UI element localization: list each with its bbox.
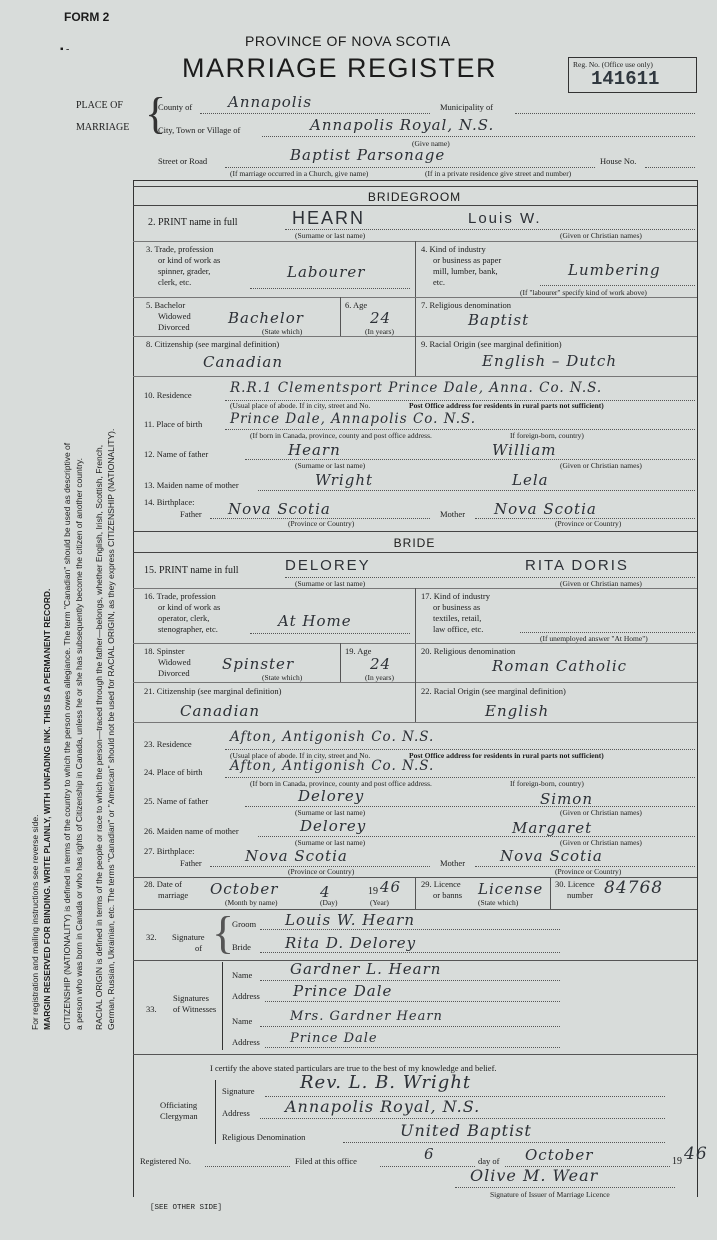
place-brace: { — [145, 89, 167, 138]
bride-mother-given: Margaret — [512, 819, 593, 837]
groom-trade-label-4: clerk, etc. — [158, 277, 192, 287]
groom-mother-surname: Wright — [315, 471, 374, 489]
bridegroom-heading: BRIDEGROOM — [367, 190, 462, 204]
bride-status-value: Spinster — [222, 655, 295, 673]
groom-mother-label: 13. Maiden name of mother — [144, 480, 239, 490]
officiating-label: Officiating — [160, 1100, 198, 1110]
groom-industry-label-4: etc. — [433, 277, 446, 287]
filed-day-of: day of — [478, 1156, 500, 1166]
marriage-month: October — [210, 880, 279, 898]
filed-month: October — [525, 1146, 594, 1164]
groom-signature: Louis W. Hearn — [285, 911, 415, 929]
marriage-date-label-2: marriage — [158, 890, 189, 900]
registered-label: Registered No. — [140, 1156, 191, 1166]
city-label: City, Town or Village of — [158, 125, 241, 135]
witness1-address: Prince Dale — [293, 982, 393, 1000]
bride-sig-label: Bride — [232, 942, 251, 952]
bride-surname: DELOREY — [285, 557, 371, 574]
groom-trade-value: Labourer — [287, 263, 366, 281]
page-title: MARRIAGE REGISTER — [182, 53, 498, 83]
groom-religion-label: 7. Religious denomination — [421, 300, 511, 310]
bride-industry-label-3: textiles, retail, — [433, 613, 482, 623]
bride-citizenship-value: Canadian — [180, 702, 261, 720]
bride-mother-surname: Delorey — [300, 817, 367, 835]
w1-address-label: Address — [232, 991, 260, 1001]
margin-instructions: For registration and mailing instructions see reverse side. — [30, 814, 40, 1030]
licence-type-label-2: or banns — [433, 890, 463, 900]
groom-mother-prov-caption: (Province or Country) — [555, 519, 622, 528]
bride-industry-label-4: law office, etc. — [433, 624, 484, 634]
groom-father-surname-caption: (Surname or last name) — [295, 461, 366, 470]
w2-name-label: Name — [232, 1016, 253, 1026]
groom-racial-label: 9. Racial Origin (see marginal definition) — [421, 339, 562, 349]
bride-age-value: 24 — [370, 655, 392, 673]
groom-surname: HEARN — [292, 208, 366, 228]
groom-industry-label-3: mill, lumber, bank, — [433, 266, 498, 276]
bride-residence-caption: (Usual place of abode. If in city, street and No. — [230, 751, 371, 760]
bride-trade-label: 16. Trade, profession — [144, 591, 216, 601]
groom-given: Louis W. — [468, 210, 542, 227]
bride-birthplace-caption-2: If foreign-born, country) — [510, 779, 584, 788]
bride-father-prov-caption: (Province or Country) — [288, 867, 355, 876]
bride-mother-given-caption: (Given or Christian names) — [560, 838, 642, 847]
bride-name-label: 15. PRINT name in full — [144, 565, 239, 576]
marriage-day: 4 — [320, 883, 331, 901]
groom-state-which: (State which) — [262, 327, 303, 336]
private-note: (If in a private residence give street and number) — [425, 169, 572, 178]
reg-no-box — [568, 57, 697, 93]
licence-type-value: License — [478, 880, 544, 898]
w1-name-label: Name — [232, 970, 253, 980]
groom-trade-label-3: spinner, grader, — [158, 266, 211, 276]
certify-statement: I certify the above stated particulars are true to the best of my knowledge and belief. — [210, 1063, 497, 1073]
issuer-signature: Olive M. Wear — [470, 1166, 599, 1185]
municipality-label: Municipality of — [440, 102, 494, 112]
groom-father-given-caption: (Given or Christian names) — [560, 461, 642, 470]
bride-religion-value: Roman Catholic — [492, 657, 628, 675]
marriage-year-prefix: 19 — [368, 886, 378, 897]
groom-sig-label: Groom — [232, 919, 257, 929]
margin-citizenship-def-1: CITIZENSHIP (NATIONALITY) is defined in terms of the country to which the person owes allegiance. The term "Canadian" should be used as descriptive of — [62, 442, 72, 1030]
groom-industry-label-2: or business as paper — [433, 255, 502, 265]
bride-residence-caption-2: Post Office address for residents in rural parts not sufficient) — [409, 751, 604, 760]
licence-state-which: (State which) — [478, 898, 519, 907]
bride-birthplace-mother-label: Mother — [440, 858, 466, 868]
groom-racial-value: English – Dutch — [482, 352, 617, 370]
groom-trade-label: 3. Trade, profession — [146, 244, 214, 254]
margin-racial-def-2: German, Russian, Ukrainian, etc. The terms "Canadian" or "American" should not be used for RACIAL ORIGIN, as they express CITIZENSHIP (NATIONALITY). — [106, 428, 116, 1030]
sig-33-num: 33. — [146, 1004, 157, 1014]
street-value: Baptist Parsonage — [290, 146, 446, 164]
bride-birthplace-father-label: Father — [180, 858, 202, 868]
groom-residence-label: 10. Residence — [144, 390, 192, 400]
sig-32-num: 32. — [146, 932, 157, 942]
bride-industry-caption: (If unemployed answer "At Home") — [540, 634, 648, 643]
bride-mother-prov-caption: (Province or Country) — [555, 867, 622, 876]
groom-father-label: 12. Name of father — [144, 449, 209, 459]
bride-mother-birthplace: Nova Scotia — [500, 847, 603, 865]
groom-birthplace-caption-2: If foreign-born, country) — [510, 431, 584, 440]
witness-label: Signatures — [173, 993, 209, 1003]
groom-birthplace-value: Prince Dale, Annapolis Co. N.S. — [230, 411, 477, 427]
filed-year-prefix: 19 — [672, 1156, 682, 1167]
clergy-sig-label: Signature — [222, 1086, 255, 1096]
reg-no-stamp: 141611 — [591, 68, 660, 90]
bride-citizenship-label: 21. Citizenship (see marginal definition) — [144, 686, 282, 696]
groom-industry-label: 4. Kind of industry — [421, 244, 486, 254]
witness-label-2: of Witnesses — [173, 1004, 217, 1014]
margin-racial-def-1: RACIAL ORIGIN is defined in terms of the people or race to which the person—traced through the father—belongs, whether English, Irish, Scottish, French, — [94, 444, 104, 1030]
marriage-year: 46 — [380, 878, 402, 896]
groom-industry-value: Lumbering — [568, 261, 661, 279]
clergy-address-label: Address — [222, 1108, 250, 1118]
bride-birthplace-caption: (If born in Canada, province, county and post office address. — [250, 779, 432, 788]
county-label: County of — [158, 102, 193, 112]
groom-citizenship-value: Canadian — [203, 353, 284, 371]
bride-birthplace-label: 24. Place of birth — [144, 767, 203, 777]
sig-32-label-2: of — [195, 943, 203, 953]
sig-32-brace: { — [212, 907, 235, 958]
witness1-name: Gardner L. Hearn — [290, 960, 442, 978]
groom-status-label-2: Widowed — [158, 311, 191, 321]
bride-surname-caption: (Surname or last name) — [295, 579, 366, 588]
bride-trade-label-2: or kind of work as — [158, 602, 221, 612]
form-number: FORM 2 — [64, 10, 110, 24]
clergy-religion-label: Religious Denomination — [222, 1132, 306, 1142]
groom-mother-given: Lela — [512, 471, 549, 489]
groom-birthplaces-label: 14. Birthplace: — [144, 497, 195, 507]
issuer-caption: Signature of Issuer of Marriage Licence — [490, 1190, 610, 1199]
year-caption: (Year) — [370, 898, 389, 907]
bride-trade-label-3: operator, clerk, — [158, 613, 210, 623]
groom-status-value: Bachelor — [228, 309, 304, 327]
bride-father-surname-caption: (Surname or last name) — [295, 808, 366, 817]
give-name-caption: (Give name) — [412, 139, 450, 148]
w2-address-label: Address — [232, 1037, 260, 1047]
bride-given-caption: (Given or Christian names) — [560, 579, 642, 588]
groom-status-label: 5. Bachelor — [146, 300, 186, 310]
groom-residence-caption: (Usual place of abode. If in city, street and No. — [230, 401, 371, 410]
groom-birthplace-label: 11. Place of birth — [144, 419, 203, 429]
licence-number-label-2: number — [567, 890, 593, 900]
groom-residence-value: R.R.1 Clementsport Prince Dale, Anna. Co. N.S. — [230, 380, 603, 396]
filed-year: 46 — [684, 1144, 708, 1164]
groom-given-caption: (Given or Christian names) — [560, 231, 642, 240]
groom-citizenship-label: 8. Citizenship (see marginal definition) — [146, 339, 280, 349]
groom-industry-caption: (If "labourer" specify kind of work above) — [520, 288, 647, 297]
groom-age-label: 6. Age — [345, 300, 368, 310]
bride-father-surname: Delorey — [298, 787, 365, 805]
bride-religion-label: 20. Religious denomination — [421, 646, 516, 656]
groom-mother-birthplace: Nova Scotia — [494, 500, 597, 518]
bride-father-given: Simon — [540, 790, 593, 808]
county-value: Annapolis — [228, 93, 313, 111]
groom-age-value: 24 — [370, 309, 392, 327]
margin-binding-note: MARGIN RESERVED FOR BINDING. WRITE PLAINLY, WITH UNFADING INK. THIS IS A PERMANENT RECORD. — [42, 588, 52, 1030]
groom-trade-label-2: or kind of work as — [158, 255, 221, 265]
street-label: Street or Road — [158, 156, 208, 166]
bride-signature: Rita D. Delorey — [285, 934, 417, 952]
groom-father-surname: Hearn — [288, 441, 341, 459]
place-label-2: MARRIAGE — [76, 122, 130, 133]
clergy-religion: United Baptist — [400, 1121, 532, 1140]
licence-type-label: 29. Licence — [421, 879, 461, 889]
bride-father-given-caption: (Given or Christian names) — [560, 808, 642, 817]
margin-dash-marks: ▪ - — [60, 44, 70, 55]
groom-surname-caption: (Surname or last name) — [295, 231, 366, 240]
church-note: (If marriage occurred in a Church, give name) — [230, 169, 369, 178]
bride-age-label: 19. Age — [345, 646, 372, 656]
marriage-date-label: 28. Date of — [144, 879, 183, 889]
witness2-name: Mrs. Gardner Hearn — [290, 1009, 443, 1024]
house-label: House No. — [600, 156, 637, 166]
groom-birthplace-caption: (If born in Canada, province, county and post office address. — [250, 431, 432, 440]
groom-status-label-3: Divorced — [158, 322, 190, 332]
bride-industry-label: 17. Kind of industry — [421, 591, 490, 601]
province-heading: PROVINCE OF NOVA SCOTIA — [245, 33, 451, 49]
groom-father-birthplace: Nova Scotia — [228, 500, 331, 518]
groom-name-label: 2. PRINT name in full — [148, 217, 238, 228]
bride-mother-surname-caption: (Surname or last name) — [295, 838, 366, 847]
groom-religion-value: Baptist — [468, 311, 530, 329]
groom-birthplace-father-label: Father — [180, 509, 202, 519]
bride-mother-label: 26. Maiden name of mother — [144, 826, 239, 836]
clergy-address: Annapolis Royal, N.S. — [285, 1097, 481, 1116]
bride-birthplaces-label: 27. Birthplace: — [144, 846, 195, 856]
day-caption: (Day) — [320, 898, 338, 907]
see-other-side: [SEE OTHER SIDE] — [150, 1204, 223, 1212]
bride-racial-value: English — [485, 702, 550, 720]
bride-state-which: (State which) — [262, 673, 303, 682]
bride-heading: BRIDE — [393, 536, 436, 550]
bride-racial-label: 22. Racial Origin (see marginal definition) — [421, 686, 566, 696]
clergy-signature: Rev. L. B. Wright — [300, 1072, 472, 1093]
witness2-address: Prince Dale — [290, 1031, 378, 1046]
place-label-1: PLACE OF — [76, 100, 123, 111]
groom-birthplace-mother-label: Mother — [440, 509, 466, 519]
groom-in-years: (In years) — [365, 327, 394, 336]
month-caption: (Month by name) — [225, 898, 278, 907]
groom-father-given: William — [492, 441, 557, 459]
licence-number-label: 30. Licence — [555, 879, 595, 889]
margin-citizenship-def-2: a person who was born in Canada or who has rights of Citizenship in Canada, unless he or she has subsequently become the citizen of another country. — [74, 457, 84, 1030]
sig-32-label: Signature — [172, 932, 205, 942]
reg-no-label: Reg. No. (Office use only) — [573, 60, 653, 69]
licence-number-value: 84768 — [604, 878, 664, 898]
bride-trade-value: At Home — [278, 612, 352, 630]
bride-industry-label-2: or business as — [433, 602, 481, 612]
bride-father-label: 25. Name of father — [144, 796, 209, 806]
officiating-label-2: Clergyman — [160, 1111, 198, 1121]
bride-status-label: 18. Spinster — [144, 646, 185, 656]
bride-birthplace-value: Afton, Antigonish Co. N.S. — [230, 758, 435, 774]
filed-label: Filed at this office — [295, 1156, 357, 1166]
bride-status-label-3: Divorced — [158, 668, 190, 678]
bride-in-years: (In years) — [365, 673, 394, 682]
bride-trade-label-4: stenographer, etc. — [158, 624, 218, 634]
city-value: Annapolis Royal, N.S. — [310, 116, 495, 134]
groom-residence-caption-2: Post Office address for residents in rural parts not sufficient) — [409, 401, 604, 410]
bride-father-birthplace: Nova Scotia — [245, 847, 348, 865]
bride-status-label-2: Widowed — [158, 657, 191, 667]
bride-given: RITA DORIS — [525, 557, 629, 574]
filed-day: 6 — [424, 1145, 435, 1163]
bride-residence-label: 23. Residence — [144, 739, 192, 749]
bride-residence-value: Afton, Antigonish Co. N.S. — [230, 729, 435, 745]
groom-father-prov-caption: (Province or Country) — [288, 519, 355, 528]
